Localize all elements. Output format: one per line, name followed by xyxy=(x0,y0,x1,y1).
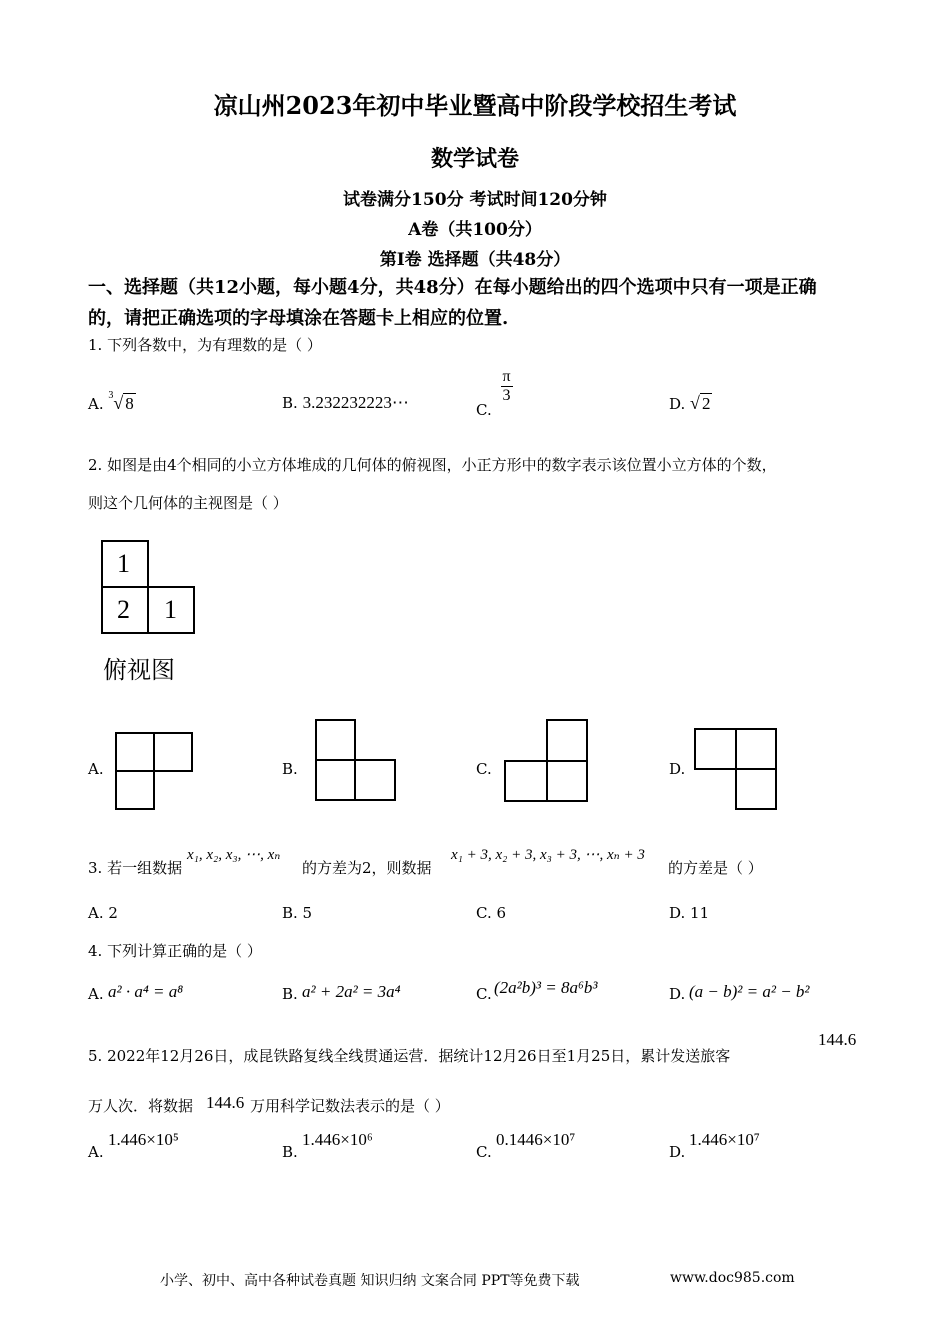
footer-url[interactable]: www.doc985.com xyxy=(670,1270,795,1286)
q2-b-cell-3 xyxy=(355,760,395,800)
top-view-caption: 俯视图 xyxy=(103,656,175,684)
q2-d-cell-1 xyxy=(695,729,736,769)
q5-stem-line2-post: 万用科学记数法表示的是（ ） xyxy=(250,1097,450,1115)
q5-stem-line2-pre: 万人次．将数据 xyxy=(88,1097,194,1115)
q2-option-c-label: C. xyxy=(476,760,492,778)
q4-option-d-expr: (a − b)² = a² − b² xyxy=(689,982,810,1001)
q1-c-denominator: 3 xyxy=(502,386,511,404)
q2-d-cell-3 xyxy=(736,769,776,809)
q2-c-cell-3 xyxy=(547,761,587,801)
q2-c-cell-1 xyxy=(547,720,587,761)
q2-b-cell-1 xyxy=(316,720,355,760)
q2-a-cell-2 xyxy=(154,733,192,771)
q2-a-cell-1 xyxy=(116,733,154,771)
q4-option-b-expr: a² + 2a² = 3a⁴ xyxy=(302,982,401,1001)
footer-text: 小学、初中、高中各种试卷真题 知识归纳 文案合同 PPT等免费下载 xyxy=(160,1273,580,1289)
q1-stem: 1. 下列各数中，为有理数的是（ ） xyxy=(88,336,322,354)
q2-b-cell-2 xyxy=(316,760,355,800)
q4-option-b-label: B. xyxy=(282,985,298,1003)
q2-c-cell-2 xyxy=(505,761,547,801)
q4-stem: 4. 下列计算正确的是（ ） xyxy=(88,942,262,960)
q5-option-a-label: A. xyxy=(88,1143,104,1161)
q4-option-a-expr: a² · a⁴ = a⁸ xyxy=(108,982,184,1001)
q3-option-a: A. 2 xyxy=(88,904,118,922)
q4-option-a-label: A. xyxy=(88,985,104,1003)
q1-d-radicand: 2 xyxy=(701,394,711,413)
q2-option-d-label: D. xyxy=(669,760,686,778)
q1-a-label: A. xyxy=(88,395,104,413)
q1-c-numerator: π xyxy=(502,368,511,385)
top-view-number-bottom-right: 1 xyxy=(164,595,177,624)
q5-option-c-expr: 0.1446×10⁷ xyxy=(496,1130,576,1149)
q4-option-c-label: C. xyxy=(476,985,492,1003)
q2-stem-line1: 2. 如图是由4个相同的小立方体堆成的几何体的俯视图，小正方形中的数字表示该位置小立方体的个数， xyxy=(88,456,777,474)
exam-subtitle: 数学试卷 xyxy=(430,146,519,172)
q1-a-index: 3 xyxy=(108,390,114,402)
q5-option-c-label: C. xyxy=(476,1143,492,1161)
q3-stem-post: 的方差是（ ） xyxy=(668,859,763,877)
q3-option-b: B. 5 xyxy=(282,904,313,922)
q3-data-set-2: x₁ + 3, x₂ + 3, x₃ + 3, ⋯, xₙ + 3 xyxy=(451,847,645,863)
section-instruction-line1: 一、选择题（共12小题，每小题4分，共48分）在每小题给出的四个选项中只有一项是正确 xyxy=(88,277,817,298)
q5-option-d-label: D. xyxy=(669,1143,686,1161)
q3-option-d: D. 11 xyxy=(669,904,710,922)
q3-stem-pre: 3. 若一组数据 xyxy=(88,859,183,877)
q5-option-d-expr: 1.446×10⁷ xyxy=(689,1130,760,1149)
exam-title: 凉山州2023年初中毕业暨高中阶段学校招生考试 xyxy=(213,91,737,120)
q3-stem-mid: 的方差为2，则数据 xyxy=(302,859,432,877)
top-view-number-top: 1 xyxy=(117,549,130,578)
q5-stem-line1: 5. 2022年12月26日，成昆铁路复线全线贯通运营．据统计12月26日至1月25日，累计发送旅客 xyxy=(88,1047,731,1065)
q2-stem-line2: 则这个几何体的主视图是（ ） xyxy=(88,494,288,512)
q1-b-value: 3.232232223⋯ xyxy=(302,393,409,412)
q1-d-label: D. xyxy=(669,395,686,413)
q4-option-c-expr: (2a²b)³ = 8a⁶b³ xyxy=(494,978,598,997)
q2-d-cell-2 xyxy=(736,729,776,769)
q4-option-d-label: D. xyxy=(669,985,686,1003)
q5-number: 144.6 xyxy=(818,1030,857,1049)
q5-option-b-expr: 1.446×10⁶ xyxy=(302,1130,373,1149)
q1-a-radicand: 8 xyxy=(125,394,134,413)
q2-option-a-label: A. xyxy=(88,760,104,778)
section-instruction-line2: 的，请把正确选项的字母填涂在答题卡上相应的位置. xyxy=(88,308,509,329)
q2-option-b-label: B. xyxy=(282,760,298,778)
q1-option-d: D. √ 2 xyxy=(669,393,711,413)
q5-stem-line2-number: 144.6 xyxy=(206,1093,245,1112)
q2-a-cell-3 xyxy=(116,771,154,809)
part-label: 第Ⅰ卷 选择题（共48分） xyxy=(379,250,571,270)
q5-option-b-label: B. xyxy=(282,1143,298,1161)
q1-b-label: B. xyxy=(282,394,298,412)
q1-option-a: A. $^3$√ 8 xyxy=(88,390,134,413)
volume-label: A卷（共100分） xyxy=(408,220,542,240)
exam-info: 试卷满分150分 考试时间120分钟 xyxy=(343,190,607,210)
top-view-number-bottom-left: 2 xyxy=(117,595,130,624)
q3-option-c: C. 6 xyxy=(476,904,507,922)
q5-option-a-expr: 1.446×10⁵ xyxy=(108,1130,179,1149)
q3-data-set-1: x₁, x₂, x₃, ⋯, xₙ xyxy=(187,847,281,863)
q1-c-label: C. xyxy=(476,401,492,420)
